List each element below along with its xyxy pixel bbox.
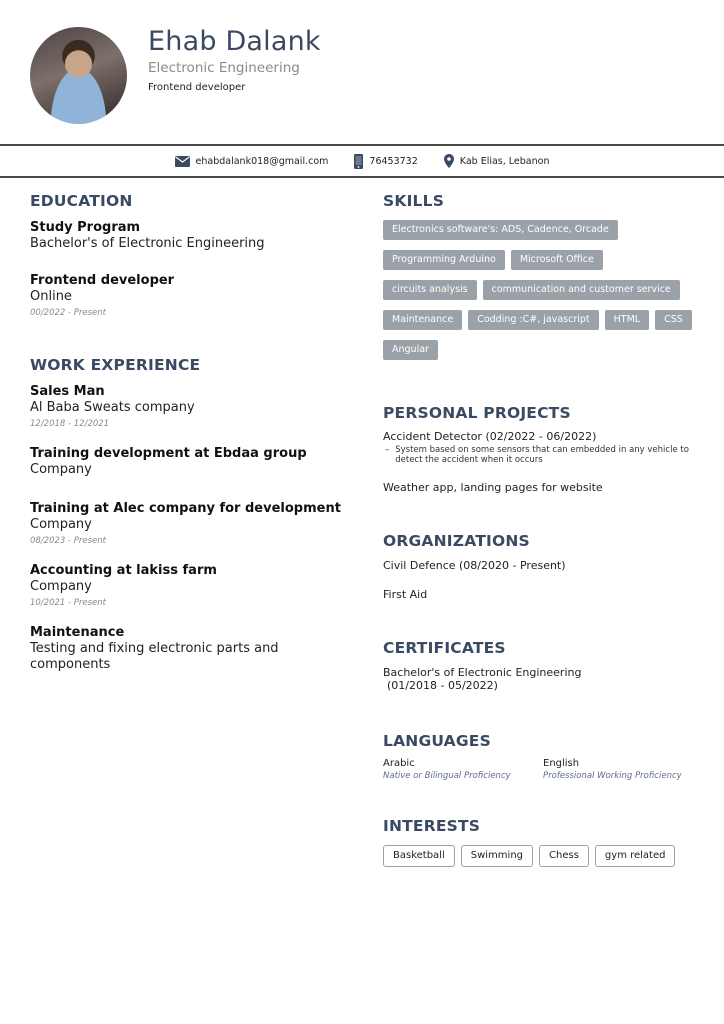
phone-icon bbox=[354, 154, 363, 169]
interest-tag: Basketball bbox=[383, 845, 455, 867]
entry-title: Frontend developer bbox=[30, 273, 175, 288]
project-title: Accident Detector (02/2022 - 06/2022) bbox=[383, 430, 597, 443]
person-name: Ehab Dalank bbox=[148, 26, 321, 57]
entry-subtitle: Online bbox=[30, 289, 72, 304]
resume-header bbox=[0, 0, 724, 144]
entry-date: 10/2021 - Present bbox=[30, 598, 107, 608]
languages-title: LANGUAGES bbox=[383, 732, 491, 750]
organization-item: Civil Defence (08/2020 - Present) bbox=[383, 559, 566, 572]
entry-subtitle: Al Baba Sweats company bbox=[30, 400, 195, 415]
profile-photo bbox=[30, 27, 127, 124]
entry-title: Training development at Ebdaa group bbox=[30, 446, 307, 461]
left-column bbox=[30, 192, 350, 673]
skill-tag: CSS bbox=[655, 310, 692, 330]
certificate-name: Bachelor's of Electronic Engineering bbox=[383, 666, 582, 679]
skill-tag: circuits analysis bbox=[383, 280, 477, 300]
entry-subtitle: Company bbox=[30, 462, 92, 477]
person-tagline: Frontend developer bbox=[148, 82, 246, 93]
contact-location bbox=[444, 154, 550, 168]
project-bullet bbox=[383, 445, 703, 465]
projects-title: PERSONAL PROJECTS bbox=[383, 404, 571, 422]
envelope-icon bbox=[175, 156, 190, 167]
entry-date: 00/2022 - Present bbox=[30, 308, 107, 318]
language-item bbox=[543, 758, 703, 781]
bullet-icon: – bbox=[385, 445, 390, 455]
work-entry bbox=[30, 445, 350, 478]
entry-title: Accounting at lakiss farm bbox=[30, 563, 217, 578]
contact-email[interactable] bbox=[175, 156, 329, 167]
organization-item: First Aid bbox=[383, 588, 428, 601]
skill-tag: Electronics software's: ADS, Cadence, Orcade bbox=[383, 220, 618, 240]
skill-tag: Codding :C#, javascript bbox=[468, 310, 598, 330]
map-pin-icon bbox=[444, 154, 454, 168]
entry-title: Study Program bbox=[30, 220, 141, 235]
skill-tag: Microsoft Office bbox=[511, 250, 603, 270]
interest-tag: Chess bbox=[539, 845, 589, 867]
language-name: Arabic bbox=[383, 758, 415, 769]
entry-subtitle: Company bbox=[30, 579, 92, 594]
contact-phone[interactable] bbox=[354, 154, 417, 169]
project-bullet-text: System based on some sensors that can embedded in any vehicle to detect the accident when it occurs bbox=[395, 445, 689, 465]
contact-bar bbox=[0, 144, 724, 178]
entry-date: 12/2018 - 12/2021 bbox=[30, 419, 110, 429]
entry-title: Sales Man bbox=[30, 384, 105, 399]
interests-list bbox=[383, 845, 703, 867]
interests-title: INTERESTS bbox=[383, 817, 481, 835]
work-entry bbox=[30, 624, 310, 673]
right-column bbox=[383, 192, 703, 867]
interest-tag: Swimming bbox=[461, 845, 533, 867]
work-entry bbox=[30, 562, 350, 608]
entry-subtitle: Testing and fixing electronic parts and components bbox=[30, 641, 279, 672]
language-name: English bbox=[543, 758, 580, 769]
languages-list bbox=[383, 758, 703, 781]
skills-list bbox=[383, 220, 698, 360]
project-line: Weather app, landing pages for website bbox=[383, 481, 603, 494]
entry-title: Training at Alec company for development bbox=[30, 501, 341, 516]
education-entry bbox=[30, 219, 350, 252]
certificates-title: CERTIFICATES bbox=[383, 639, 506, 657]
language-level: Native or Bilingual Proficiency bbox=[383, 771, 511, 781]
entry-subtitle: Company bbox=[30, 517, 92, 532]
entry-subtitle: Bachelor's of Electronic Engineering bbox=[30, 236, 265, 251]
skills-title: SKILLS bbox=[383, 192, 445, 210]
person-subtitle: Electronic Engineering bbox=[148, 60, 300, 76]
work-title: WORK EXPERIENCE bbox=[30, 356, 201, 374]
education-title: EDUCATION bbox=[30, 192, 133, 210]
language-level: Professional Working Proficiency bbox=[543, 771, 682, 781]
organizations-title: ORGANIZATIONS bbox=[383, 532, 530, 550]
skill-tag: HTML bbox=[605, 310, 649, 330]
interest-tag: gym related bbox=[595, 845, 676, 867]
skill-tag: Maintenance bbox=[383, 310, 462, 330]
entry-title: Maintenance bbox=[30, 625, 125, 640]
certificate-date: (01/2018 - 05/2022) bbox=[387, 679, 498, 692]
work-entry bbox=[30, 383, 350, 429]
location-text: Kab Elias, Lebanon bbox=[459, 155, 550, 167]
skill-tag: Angular bbox=[383, 340, 438, 360]
education-entry bbox=[30, 272, 350, 318]
email-text: ehabdalank018@gmail.com bbox=[195, 155, 329, 167]
phone-text: 76453732 bbox=[369, 155, 418, 167]
entry-date: 08/2023 - Present bbox=[30, 536, 107, 546]
skill-tag: Programming Arduino bbox=[383, 250, 505, 270]
work-entry bbox=[30, 500, 350, 546]
language-item bbox=[383, 758, 543, 781]
skill-tag: communication and customer service bbox=[483, 280, 680, 300]
